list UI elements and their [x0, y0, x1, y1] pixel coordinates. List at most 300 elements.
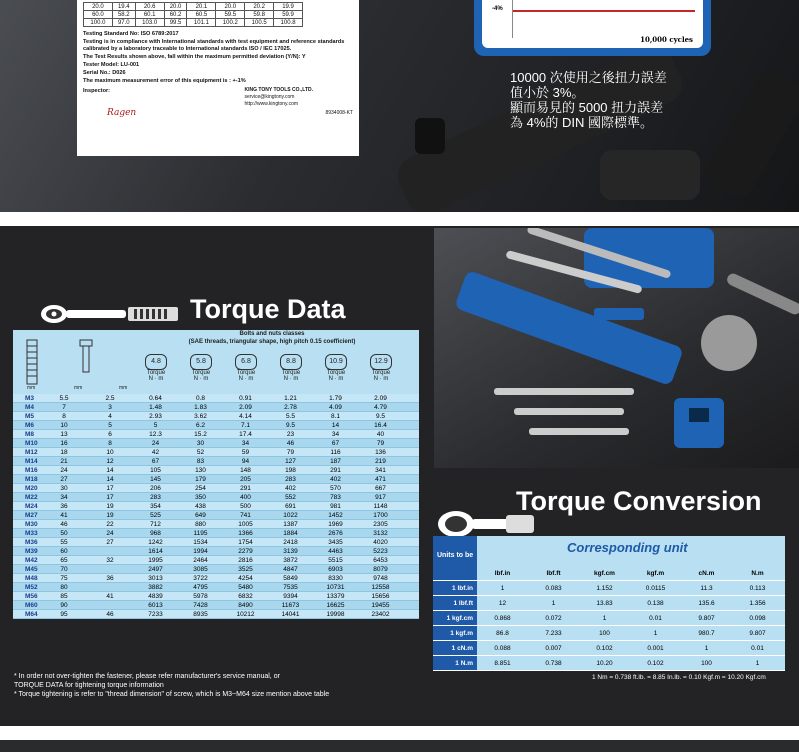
section-divider-2: [0, 726, 799, 740]
torque-cell: 6: [108, 431, 112, 438]
conv-cell: 0.007: [545, 645, 562, 652]
torque-cell: 8: [108, 440, 112, 447]
cert-company: KING TONY TOOLS CO.,LTD.: [244, 87, 313, 93]
torque-cell: 42: [151, 449, 160, 456]
torque-cell: 16625: [326, 602, 345, 609]
conv-cell: 9.807: [698, 615, 715, 622]
torque-cell: 0.8: [195, 395, 206, 402]
product-illustration: [434, 228, 799, 468]
torque-cell: 3435: [328, 539, 343, 546]
torque-cell: 18: [60, 449, 68, 456]
torque-row: [13, 421, 419, 430]
conversion-row: [433, 641, 785, 656]
conv-col-header: cN.m: [698, 570, 715, 577]
conv-cell: 0.001: [647, 645, 664, 652]
torque-cell: 4.79: [374, 404, 387, 411]
torque-cell: 5515: [328, 557, 343, 564]
error-graph-panel: [474, 0, 711, 56]
torque-cell: 3132: [373, 530, 388, 537]
torque-cell: 2418: [283, 539, 298, 546]
next-section: [0, 740, 799, 752]
torque-cell: M22: [25, 494, 38, 501]
torque-cell: 13: [60, 431, 68, 438]
torque-cell: 15656: [371, 593, 390, 600]
torque-cell: 59: [241, 449, 250, 456]
conv-cell: 1: [755, 660, 760, 667]
torque-cell: M18: [25, 476, 38, 483]
conv-cell: 0.098: [749, 615, 766, 622]
cert-tester: Tester Model: LU-001: [83, 62, 140, 68]
torque-unit-label: Torque: [236, 370, 256, 376]
torque-cell: 219: [375, 458, 386, 465]
torque-cell: 400: [240, 494, 251, 501]
conv-cell: 0.01: [751, 645, 764, 652]
torque-cell: 3722: [193, 575, 208, 582]
torque-cell: 65: [60, 557, 68, 564]
torque-cell: 0.64: [149, 395, 162, 402]
torque-cell: 1242: [148, 539, 163, 546]
torque-cell: 17.4: [239, 431, 252, 438]
torque-cell: 5849: [283, 575, 298, 582]
conv-cell: 11.3: [700, 585, 713, 592]
torque-cell: 2816: [238, 557, 253, 564]
torque-cell: 0.91: [239, 395, 252, 402]
cert-signature: Ragen: [107, 108, 137, 118]
torque-cell: 21: [60, 458, 68, 465]
torque-cell: M60: [25, 602, 38, 609]
conversion-row: [433, 581, 785, 596]
cert-cell: 59.9: [274, 11, 303, 19]
torque-cell: M52: [25, 584, 38, 591]
cert-code: 8934008-KT: [325, 110, 353, 116]
class-badge: [188, 354, 214, 382]
torque-cell: 4795: [193, 584, 208, 591]
torque-cell: 95: [60, 611, 68, 618]
torque-cell: 283: [150, 494, 161, 501]
torque-row: [13, 466, 419, 475]
torque-cell: [87, 601, 133, 609]
torque-cell: 1969: [328, 521, 343, 528]
torque-cell: 4463: [328, 548, 343, 555]
torque-cell: 691: [285, 503, 296, 510]
torque-cell: 67: [331, 440, 340, 447]
torque-cell: 55: [60, 539, 68, 546]
torque-row: [13, 502, 419, 511]
cert-row: [84, 3, 303, 11]
torque-cell: 9.5: [375, 413, 386, 420]
torque-cell: 1534: [193, 539, 208, 546]
cert-results: The Test Results shown above, fall within the maximum permitted deviation (Y/N): Y: [83, 54, 306, 60]
torque-cell: 9394: [283, 593, 298, 600]
torque-cell: 12: [106, 458, 114, 465]
torque-row: [13, 457, 419, 466]
torque-cell: 5.5: [285, 413, 296, 420]
cert-cell: 60.1: [135, 11, 164, 19]
class-badge: [323, 354, 349, 382]
cert-standard: Testing Standard No: ISO 6789:2017: [83, 31, 179, 37]
torque-cell: 12.3: [149, 431, 162, 438]
torque-unit-nm: N · m: [148, 376, 164, 382]
torque-unit-nm: N · m: [328, 376, 344, 382]
torque-row: [13, 592, 419, 601]
conv-cell: 1 cN.m: [433, 641, 477, 655]
torque-cell: M64: [25, 611, 38, 618]
cert-cell: 20.2: [245, 3, 274, 11]
torque-cell: 8.1: [330, 413, 341, 420]
torque-cell: 79: [286, 449, 295, 456]
torque-cell: 5: [108, 422, 112, 429]
torque-row: [13, 493, 419, 502]
torque-cell: 402: [330, 476, 341, 483]
torque-cell: 3: [108, 404, 112, 411]
cert-cell: 20.0: [84, 3, 113, 11]
torque-row: [13, 529, 419, 538]
cert-cell: 100.8: [274, 19, 303, 27]
torque-unit-label: Torque: [326, 370, 346, 376]
torque-cell: 36: [106, 575, 114, 582]
conv-col-header: N.m: [751, 570, 764, 577]
torque-cell: 52: [196, 449, 205, 456]
torque-cell: 67: [151, 458, 160, 465]
torque-cell: 1.79: [329, 395, 342, 402]
torque-cell: 80: [60, 584, 68, 591]
torque-cell: 8: [62, 413, 66, 420]
torque-cell: 14: [106, 467, 114, 474]
torque-cell: 552: [285, 494, 296, 501]
cert-cell: 20.6: [135, 3, 164, 11]
torque-cell: 148: [240, 467, 251, 474]
cert-cell: 99.5: [164, 19, 187, 27]
torque-cell: 8330: [328, 575, 343, 582]
torque-cell: 83: [196, 458, 205, 465]
torque-cell: 1994: [193, 548, 208, 555]
torque-cell: 198: [285, 467, 296, 474]
torque-cell: M10: [25, 440, 38, 447]
conv-corner: [433, 566, 477, 580]
torque-cell: 438: [195, 503, 206, 510]
section-divider: [0, 212, 799, 226]
conv-cell: 100: [599, 630, 610, 637]
torque-row: [13, 439, 419, 448]
torque-cell: 4839: [148, 593, 163, 600]
torque-cell: 4847: [283, 566, 298, 573]
torque-row: [13, 484, 419, 493]
cert-cell: 60.5: [187, 11, 216, 19]
conversion-header-row: [433, 566, 785, 581]
conv-cell: 9.807: [749, 630, 766, 637]
torque-cell: 981: [330, 503, 341, 510]
conv-cell: 0.102: [647, 660, 664, 667]
torque-cell: 4020: [373, 539, 388, 546]
torque-cell: 32: [106, 557, 114, 564]
torque-cell: M3: [25, 395, 35, 402]
torque-cell: 11673: [281, 602, 300, 609]
conv-cell: 1: [704, 645, 709, 652]
torque-cell: M4: [25, 404, 35, 411]
cert-cell: 20.0: [164, 3, 187, 11]
torque-cell: 4.09: [329, 404, 342, 411]
mm-label-2: mm: [74, 385, 83, 391]
torque-cell: 291: [330, 467, 341, 474]
cert-compliance: Testing is in compliance with International standards with test equipment and reference standards calibrated by a laboratory traceable to International standards ISO / IEC 17025.: [83, 39, 345, 52]
test-certificate: [77, 0, 359, 156]
conv-cell: 8.851: [494, 660, 511, 667]
conv-cell: 0.0115: [645, 585, 666, 592]
torque-cell: 2.09: [374, 395, 387, 402]
conv-cell: 1.152: [596, 585, 613, 592]
torque-note-1: * In order not over-tighten the fastener, please refer manufacturer's service manual, or: [14, 673, 280, 680]
torque-cell: 9748: [373, 575, 388, 582]
torque-cell: 5480: [238, 584, 253, 591]
torque-cell: 27: [106, 539, 114, 546]
torque-cell: 22: [106, 521, 114, 528]
torque-cell: 1005: [238, 521, 253, 528]
torque-cell: 570: [330, 485, 341, 492]
cert-results-table: [83, 2, 303, 27]
cert-cell: 58.2: [112, 11, 135, 19]
torque-cell: 402: [285, 485, 296, 492]
torque-cell: 968: [150, 530, 161, 537]
torque-cell: 5223: [373, 548, 388, 555]
class-hex: 6.8: [235, 354, 257, 370]
torque-cell: 116: [330, 449, 341, 456]
torque-cell: 354: [150, 503, 161, 510]
conv-cell: 0.01: [649, 615, 662, 622]
torque-unit-nm: N · m: [283, 376, 299, 382]
cert-email: service@kingtony.com: [244, 94, 295, 100]
torque-cell: M45: [25, 566, 38, 573]
cert-cell: 60.2: [164, 11, 187, 19]
torque-cell: M42: [25, 557, 38, 564]
torque-cell: 24: [106, 530, 114, 537]
header-sae: (SAE threads, triangular shape, high pitch 0.15 coefficient): [188, 339, 356, 345]
torque-cell: 34: [241, 440, 250, 447]
conversion-row: [433, 626, 785, 641]
torque-cell: 5.5: [59, 395, 69, 402]
conv-cell: 1.356: [749, 600, 766, 607]
torque-cell: 130: [195, 467, 206, 474]
torque-cell: 50: [60, 530, 68, 537]
cert-cell: 97.0: [112, 19, 135, 27]
graph-cycles: 10,000 cycles: [640, 35, 693, 44]
class-hex: 4.8: [145, 354, 167, 370]
torque-cell: 2.5: [105, 395, 115, 402]
torque-cell: 6.2: [195, 422, 206, 429]
class-badge: [278, 354, 304, 382]
torque-cell: 1700: [373, 512, 388, 519]
torque-cell: 3882: [148, 584, 163, 591]
torque-cell: 6832: [238, 593, 253, 600]
torque-cell: 783: [330, 494, 341, 501]
torque-row: [13, 403, 419, 412]
class-hex: 5.8: [190, 354, 212, 370]
conv-col-header: kgf.m: [646, 570, 665, 577]
torque-cell: 30: [196, 440, 205, 447]
torque-cell: 23: [286, 431, 295, 438]
cert-cell: 100.2: [216, 19, 245, 27]
torque-cell: 667: [375, 485, 386, 492]
conv-col-header: kgf.cm: [594, 570, 615, 577]
torque-cell: 254: [195, 485, 206, 492]
torque-row: [13, 511, 419, 520]
class-hex: 8.8: [280, 354, 302, 370]
torque-cell: 1195: [193, 530, 208, 537]
torque-cell: [87, 565, 133, 573]
torque-cell: 34: [331, 431, 340, 438]
torque-cell: 5978: [193, 593, 208, 600]
torque-cell: M20: [25, 485, 38, 492]
torque-row: [13, 394, 419, 403]
torque-cell: 712: [150, 521, 161, 528]
wrench-icon: [40, 303, 182, 325]
conv-cell: 980.7: [698, 630, 715, 637]
torque-unit-label: Torque: [281, 370, 301, 376]
torque-cell: 187: [330, 458, 341, 465]
conv-col-header: lbf.in: [494, 570, 511, 577]
torque-note-2: TORQUE DATA for tightening torque information: [14, 682, 164, 689]
torque-cell: 16.4: [374, 422, 387, 429]
torque-cell: 4.14: [239, 413, 252, 420]
zh-line-3: 顯而易見的 5000 扭力誤差: [510, 100, 664, 115]
header-bolt-classes: Bolts and nuts classes: [239, 331, 305, 337]
corresponding-unit: Corresponding unit: [567, 540, 688, 555]
conv-cell: 1: [653, 630, 658, 637]
class-badge: [143, 354, 169, 382]
cert-cell: 19.9: [274, 3, 303, 11]
torque-wrench-product-photo: [434, 228, 799, 468]
torque-cell: 2305: [373, 521, 388, 528]
torque-cell: 15.2: [194, 431, 207, 438]
graph-neg-label: -4%: [492, 6, 503, 12]
torque-cell: 24: [60, 467, 68, 474]
conv-cell: 0.072: [545, 615, 562, 622]
torque-cell: 1022: [283, 512, 298, 519]
torque-cell: 1366: [238, 530, 253, 537]
torque-cell: 10: [106, 449, 114, 456]
torque-cell: 14: [106, 476, 114, 483]
conversion-footnote: 1 Nm = 0.738 ft.lb. = 8.85 In.lb. = 0.10 Kgf.m = 10.20 Kgf.cm: [592, 674, 766, 681]
hero-banner-top: [0, 0, 799, 212]
torque-cell: 2497: [148, 566, 163, 573]
class-badge: [368, 354, 394, 382]
cert-cell: 20.1: [187, 3, 216, 11]
torque-row: [13, 412, 419, 421]
torque-cell: M39: [25, 548, 38, 555]
torque-cell: 46: [60, 521, 68, 528]
torque-conversion-title: Torque Conversion: [516, 486, 762, 516]
torque-cell: 46: [286, 440, 295, 447]
torque-data-title: Torque Data: [190, 294, 346, 324]
torque-cell: 41: [106, 593, 114, 600]
torque-cell: 1148: [373, 503, 388, 510]
torque-cell: 17: [106, 494, 114, 501]
torque-cell: 2.93: [149, 413, 162, 420]
torque-row: [13, 574, 419, 583]
class-hex: 10.9: [325, 354, 347, 370]
torque-cell: M48: [25, 575, 38, 582]
torque-cell: 1452: [328, 512, 343, 519]
cert-cell: 19.4: [112, 3, 135, 11]
torque-cell: 7428: [193, 602, 208, 609]
class-hex: 12.9: [370, 354, 392, 370]
torque-cell: 8490: [238, 602, 253, 609]
torque-cell: 2.78: [284, 404, 297, 411]
torque-cell: 291: [240, 485, 251, 492]
torque-cell: M36: [25, 539, 38, 546]
cert-cell: 59.8: [245, 11, 274, 19]
torque-cell: 94: [241, 458, 250, 465]
torque-cell: 12558: [371, 584, 390, 591]
graph-error-line: [512, 10, 695, 12]
torque-cell: 206: [150, 485, 161, 492]
torque-cell: M5: [25, 413, 35, 420]
torque-cell: 7233: [148, 611, 163, 618]
torque-cell: 1884: [283, 530, 298, 537]
zh-line-1: 10000 次使用之後扭力誤差: [510, 70, 667, 85]
torque-cell: 2279: [238, 548, 253, 555]
torque-unit-nm: N · m: [373, 376, 389, 382]
torque-row: [13, 430, 419, 439]
torque-cell: 14041: [281, 611, 300, 618]
torque-cell: 8935: [193, 611, 208, 618]
torque-cell: M16: [25, 467, 38, 474]
conv-cell: 0.088: [494, 645, 511, 652]
conv-cell: 0.083: [545, 585, 562, 592]
torque-table-header: [13, 330, 419, 394]
torque-cell: M24: [25, 503, 38, 510]
torque-row: [13, 556, 419, 565]
conversion-row: [433, 596, 785, 611]
torque-cell: M6: [25, 422, 35, 429]
torque-unit-label: Torque: [191, 370, 211, 376]
torque-cell: 4: [108, 413, 112, 420]
torque-cell: 46: [106, 611, 114, 618]
torque-cell: 4254: [238, 575, 253, 582]
torque-cell: 1995: [148, 557, 163, 564]
bolt-diagram-icons: [25, 336, 128, 391]
cert-row: [84, 11, 303, 19]
torque-cell: M27: [25, 512, 38, 519]
torque-cell: 3085: [193, 566, 208, 573]
mm-label-3: mm: [119, 385, 128, 391]
torque-cell: 2.09: [239, 404, 252, 411]
conversion-row: [433, 656, 785, 671]
zh-line-4: 為 4%的 DIN 國際標準。: [510, 115, 654, 130]
torque-cell: 136: [375, 449, 386, 456]
conv-cell: 1: [500, 585, 505, 592]
torque-cell: 10212: [236, 611, 255, 618]
torque-cell: 341: [375, 467, 386, 474]
torque-cell: [87, 547, 133, 555]
torque-cell: 24: [151, 440, 160, 447]
torque-cell: 19: [106, 503, 114, 510]
torque-unit-nm: N · m: [238, 376, 254, 382]
torque-cell: 41: [60, 512, 68, 519]
torque-cell: 70: [60, 566, 68, 573]
conv-cell: 13.83: [596, 600, 613, 607]
torque-cell: 205: [240, 476, 251, 483]
conv-cell: 1 kgf.m: [433, 626, 477, 640]
torque-cell: 7.1: [240, 422, 251, 429]
conv-cell: 10.20: [596, 660, 613, 667]
torque-cell: 1.83: [194, 404, 207, 411]
torque-cell: M12: [25, 449, 38, 456]
conv-col-header: lbf.ft: [546, 570, 561, 577]
conversion-table: [433, 536, 785, 671]
torque-cell: 5: [153, 422, 158, 429]
torque-cell: 1.21: [284, 395, 297, 402]
torque-cell: 3.62: [194, 413, 207, 420]
